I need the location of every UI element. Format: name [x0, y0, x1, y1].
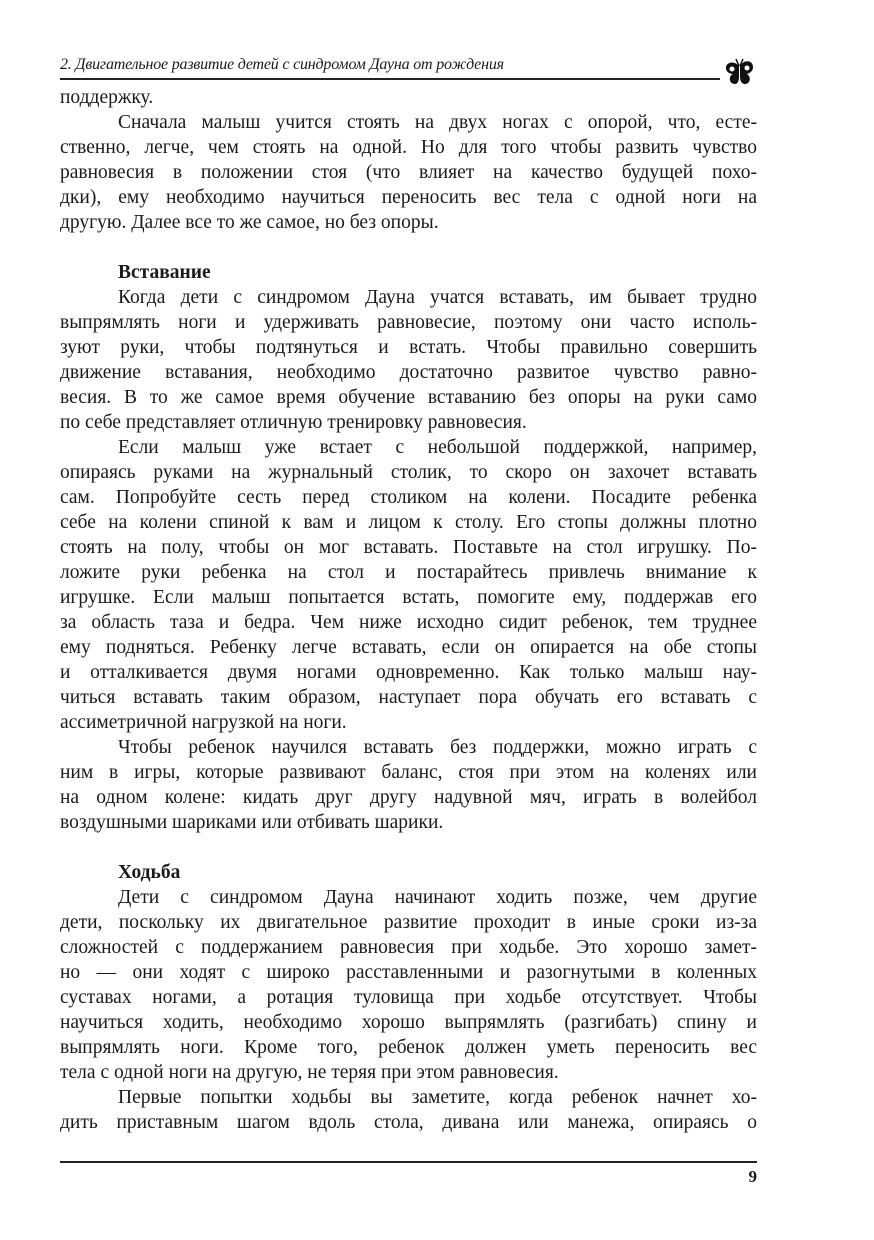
text-line: по себе представляет отличную тренировку равновесия.	[60, 412, 527, 433]
text-line: тела с одной ноги на другую, не теряя при этом равновесия.	[60, 1062, 559, 1083]
text-line: стоять на полу, чтобы он мог вставать. Поставьте на стол игрушку. По-	[60, 537, 757, 558]
text-line: научиться ходить, необходимо хорошо выпрямлять (разгибать) спину и	[60, 1012, 757, 1033]
text-line: движение вставания, необходимо достаточно развитое чувство равно-	[60, 362, 757, 383]
text-line: ложите руки ребенка на стол и постарайтесь привлечь внимание к	[60, 562, 757, 583]
text-line: опираясь руками на журнальный столик, то скоро он захочет вставать	[60, 462, 757, 483]
text-line: дети, поскольку их двигательное развитие проходит в иные сроки из-за	[60, 912, 757, 933]
text-line: читься вставать таким образом, наступает пора обучать его вставать с	[60, 687, 757, 708]
text-line: дки), ему необходимо научиться переносить вес тела с одной ноги на	[60, 187, 757, 208]
section-heading: Вставание	[118, 262, 211, 283]
text-line: зуют руки, чтобы подтянуться и встать. Чтобы правильно совершить	[60, 337, 757, 358]
text-line: себе на колени спиной к вам и лицом к столу. Его стопы должны плотно	[60, 512, 757, 533]
text-line: весия. В то же самое время обучение вставанию без опоры на руки само	[60, 387, 757, 408]
text-line: Когда дети с синдромом Дауна учатся вставать, им бывает трудно	[118, 287, 757, 308]
text-line: Если малыш уже встает с небольшой поддержкой, например,	[118, 437, 757, 458]
paragraph-gap	[60, 235, 757, 260]
paragraph	[60, 285, 757, 435]
text-line: воздушными шариками или отбивать шарики.	[60, 812, 444, 833]
text-line: сложностей с поддержанием равновесия при ходьбе. Это хорошо замет-	[60, 937, 757, 958]
paragraph	[60, 435, 757, 735]
text-line: за область таза и бедра. Чем ниже исходно сидит ребенок, тем труднее	[60, 612, 757, 633]
page-number: 9	[748, 1167, 757, 1186]
paragraph	[60, 85, 757, 110]
paragraph-gap	[60, 835, 757, 860]
text-line: на одном колене: кидать друг другу надувной мяч, играть в волейбол	[60, 787, 757, 808]
running-header	[60, 56, 720, 80]
text-line: ассиметричной нагрузкой на ноги.	[60, 712, 347, 733]
text-line: выпрямлять ноги и удерживать равновесие, поэтому они часто исполь-	[60, 312, 757, 333]
paragraph	[60, 735, 757, 835]
text-line: игрушке. Если малыш попытается встать, помогите ему, поддержав его	[60, 587, 757, 608]
text-line: но — они ходят с широко расставленными и разогнутыми в коленных	[60, 962, 757, 983]
text-line: Дети с синдромом Дауна начинают ходить позже, чем другие	[118, 887, 757, 908]
text-line: и отталкивается двумя ногами одновременно. Как только малыш нау-	[60, 662, 757, 683]
text-line: Первые попытки ходьбы вы заметите, когда ребенок начнет хо-	[118, 1087, 757, 1108]
footer-rule	[60, 1161, 757, 1163]
text-line: равновесия в положении стоя (что влияет на качество будущей похо-	[60, 162, 757, 183]
text-line: ственно, легче, чем стоять на одной. Но для того чтобы развить чувство	[60, 137, 757, 158]
paragraph	[60, 1085, 757, 1135]
running-header-title: 2. Двигательное развитие детей с синдромом Дауна от рождения	[60, 56, 504, 73]
text-line: выпрямлять ноги. Кроме того, ребенок должен уметь переносить вес	[60, 1037, 757, 1058]
butterfly-icon	[722, 58, 756, 88]
text-line: Сначала малыш учится стоять на двух ногах с опорой, что, есте-	[118, 112, 757, 133]
text-line: Чтобы ребенок научился вставать без поддержки, можно играть с	[118, 737, 757, 758]
text-line: суставах ногами, а ротация туловища при ходьбе отсутствует. Чтобы	[60, 987, 757, 1008]
text-line: дить приставным шагом вдоль стола, дивана или манежа, опираясь о	[60, 1112, 757, 1133]
text-line: сам. Попробуйте сесть перед столиком на колени. Посадите ребенка	[60, 487, 757, 508]
paragraph	[60, 885, 757, 1085]
text-line: ему подняться. Ребенку легче вставать, если он опирается на обе стопы	[60, 637, 757, 658]
section-heading: Ходьба	[118, 862, 181, 883]
page-body	[60, 85, 757, 1135]
text-line: поддержку.	[60, 87, 154, 108]
text-line: ним в игры, которые развивают баланс, стоя при этом на коленях или	[60, 762, 757, 783]
paragraph	[60, 110, 757, 235]
text-line: другую. Далее все то же самое, но без опоры.	[60, 212, 439, 233]
